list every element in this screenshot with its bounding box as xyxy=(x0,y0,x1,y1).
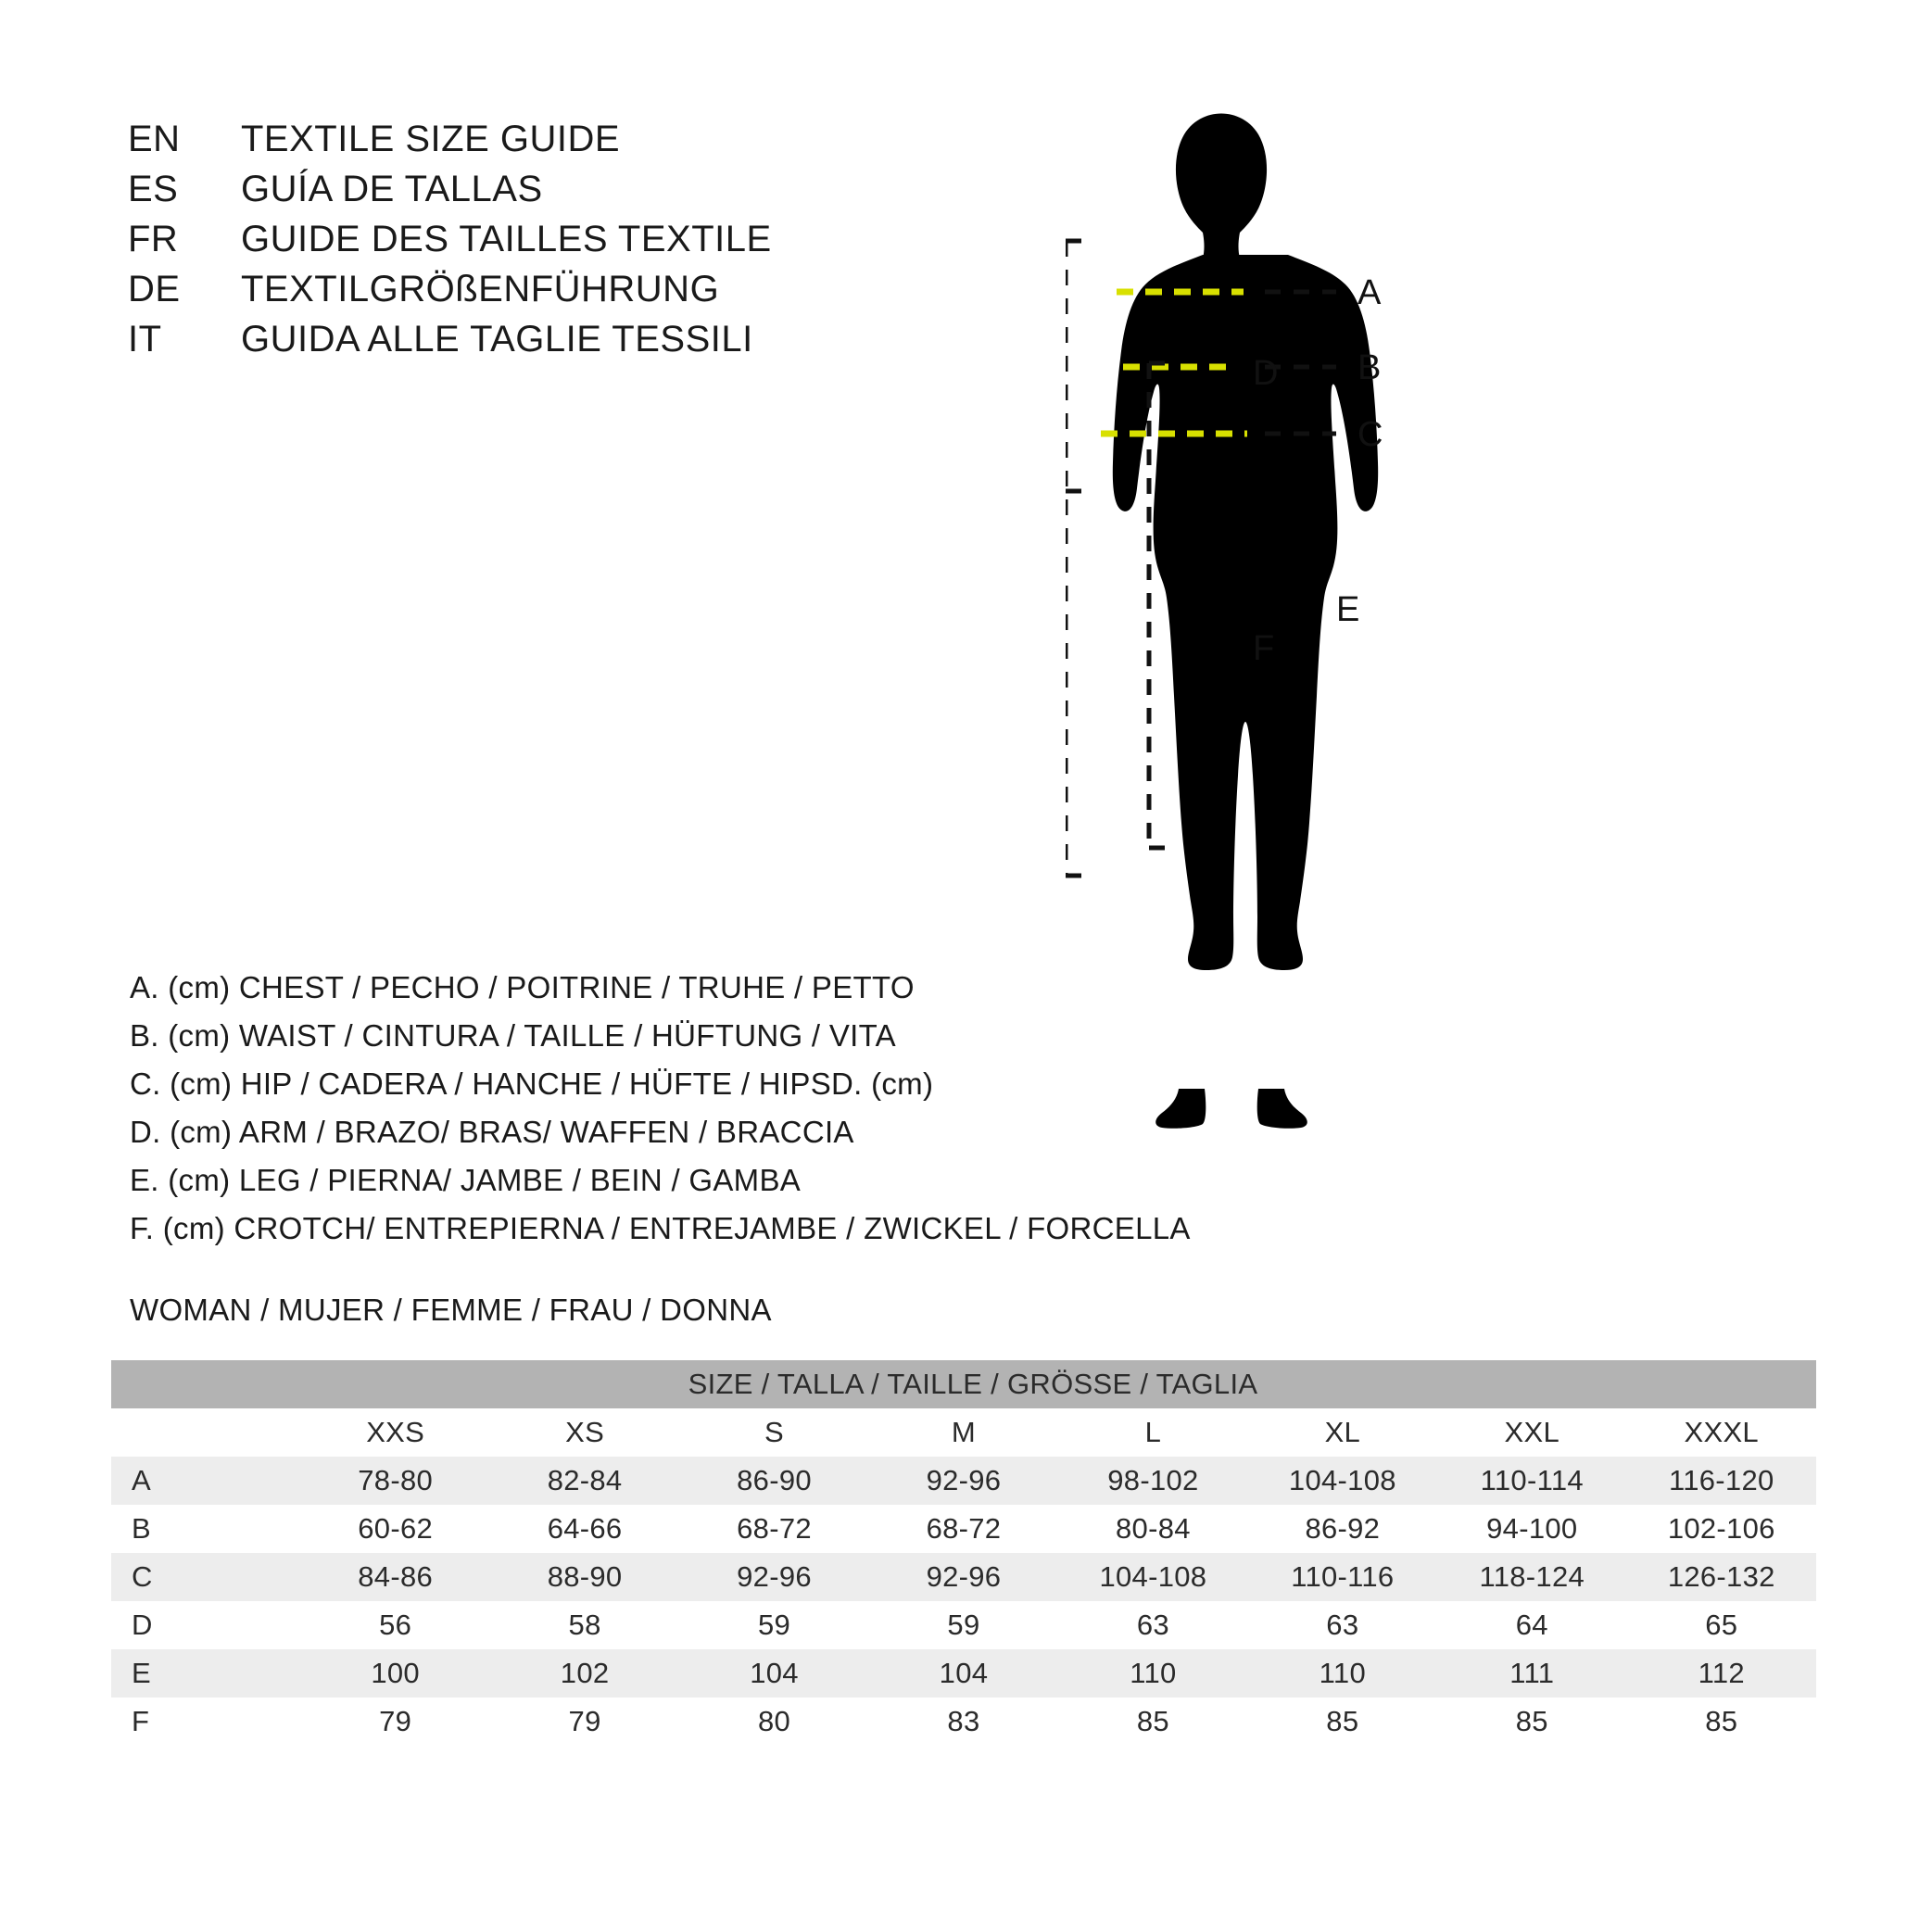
cell: 104 xyxy=(679,1649,868,1698)
size-table-wrap xyxy=(111,1360,1816,1746)
cell: 111 xyxy=(1437,1649,1626,1698)
cell: 82-84 xyxy=(490,1457,679,1505)
cell: 92-96 xyxy=(679,1553,868,1601)
arm-bracket xyxy=(1066,241,1084,491)
cell: 79 xyxy=(300,1698,489,1746)
title-lang-de: DE xyxy=(128,269,181,309)
cell: 86-90 xyxy=(679,1457,868,1505)
cell: 104-108 xyxy=(1248,1457,1437,1505)
title-text-es: GUÍA DE TALLAS xyxy=(241,169,543,209)
cell: 80-84 xyxy=(1058,1505,1247,1553)
legend-block xyxy=(130,964,1223,1253)
cell: 63 xyxy=(1058,1601,1247,1649)
table-row xyxy=(111,1601,1816,1649)
cell: 84-86 xyxy=(300,1553,489,1601)
cell: 86-92 xyxy=(1248,1505,1437,1553)
title-text-fr: GUIDE DES TAILLES TEXTILE xyxy=(241,219,772,259)
table-row xyxy=(111,1649,1816,1698)
title-row xyxy=(128,319,962,369)
cell: 100 xyxy=(300,1649,489,1698)
title-row xyxy=(128,219,962,269)
marker-label-e: E xyxy=(1336,590,1360,629)
cell: 112 xyxy=(1627,1649,1817,1698)
cell: 88-90 xyxy=(490,1553,679,1601)
cell: 68-72 xyxy=(869,1505,1058,1553)
cell: 56 xyxy=(300,1601,489,1649)
row-label-f: F xyxy=(111,1698,300,1746)
title-row xyxy=(128,169,962,219)
cell: 116-120 xyxy=(1627,1457,1817,1505)
title-block xyxy=(128,119,962,369)
cell: 59 xyxy=(869,1601,1058,1649)
cell: 92-96 xyxy=(869,1553,1058,1601)
title-lang-it: IT xyxy=(128,319,162,360)
title-text-en: TEXTILE SIZE GUIDE xyxy=(241,119,621,159)
table-row xyxy=(111,1457,1816,1505)
marker-label-d: D xyxy=(1253,354,1279,393)
cell: 85 xyxy=(1627,1698,1817,1746)
cell: 118-124 xyxy=(1437,1553,1626,1601)
table-header-row xyxy=(111,1360,1816,1408)
cell: 79 xyxy=(490,1698,679,1746)
title-row xyxy=(128,119,962,169)
title-lang-fr: FR xyxy=(128,219,179,259)
title-text-de: TEXTILGRÖßENFÜHRUNG xyxy=(241,269,720,309)
cell: 110-116 xyxy=(1248,1553,1437,1601)
legend-item-e: E. (cm) LEG / PIERNA/ JAMBE / BEIN / GAMBA xyxy=(130,1163,802,1197)
cell: 58 xyxy=(490,1601,679,1649)
size-col-s: S xyxy=(679,1408,868,1457)
title-lang-es: ES xyxy=(128,169,179,209)
legend-item-d: D. (cm) ARM / BRAZO/ BRAS/ WAFFEN / BRACCIA xyxy=(130,1115,854,1149)
cell: 63 xyxy=(1248,1601,1437,1649)
cell: 64-66 xyxy=(490,1505,679,1553)
cell: 68-72 xyxy=(679,1505,868,1553)
cell: 78-80 xyxy=(300,1457,489,1505)
marker-label-a: A xyxy=(1357,273,1382,312)
cell: 110 xyxy=(1058,1649,1247,1698)
title-row xyxy=(128,269,962,319)
row-label-d: D xyxy=(111,1601,300,1649)
size-table xyxy=(111,1360,1816,1746)
gender-heading: WOMAN / MUJER / FEMME / FRAU / DONNA xyxy=(130,1293,772,1327)
cell: 85 xyxy=(1058,1698,1247,1746)
row-label-a: A xyxy=(111,1457,300,1505)
cell: 80 xyxy=(679,1698,868,1746)
marker-label-c: C xyxy=(1357,415,1383,454)
cell: 85 xyxy=(1248,1698,1437,1746)
cell: 64 xyxy=(1437,1601,1626,1649)
row-label-e: E xyxy=(111,1649,300,1698)
row-label-c: C xyxy=(111,1553,300,1601)
cell: 92-96 xyxy=(869,1457,1058,1505)
size-col-xxxl: XXXL xyxy=(1627,1408,1817,1457)
table-row xyxy=(111,1698,1816,1746)
legend-item-f: F. (cm) CROTCH/ ENTREPIERNA / ENTREJAMBE / ZWICKEL / FORCELLA xyxy=(130,1211,1191,1245)
cell: 60-62 xyxy=(300,1505,489,1553)
title-lang-en: EN xyxy=(128,119,181,159)
cell: 59 xyxy=(679,1601,868,1649)
cell: 110-114 xyxy=(1437,1457,1626,1505)
crotch-bracket xyxy=(1066,241,1084,876)
marker-label-f: F xyxy=(1253,629,1275,668)
table-row xyxy=(111,1505,1816,1553)
size-col-l: L xyxy=(1058,1408,1247,1457)
cell: 65 xyxy=(1627,1601,1817,1649)
cell: 104-108 xyxy=(1058,1553,1247,1601)
size-col-xl: XL xyxy=(1248,1408,1437,1457)
size-col-xs: XS xyxy=(490,1408,679,1457)
size-col-xxs: XXS xyxy=(300,1408,489,1457)
table-row xyxy=(111,1553,1816,1601)
legend-item-a: A. (cm) CHEST / PECHO / POITRINE / TRUHE / PETTO xyxy=(130,970,915,1004)
size-col-m: M xyxy=(869,1408,1058,1457)
legend-item-c: C. (cm) HIP / CADERA / HANCHE / HÜFTE / HIPSD. (cm) xyxy=(130,1066,934,1101)
table-sizes-row xyxy=(111,1408,1816,1457)
title-text-it: GUIDA ALLE TAGLIE TESSILI xyxy=(241,319,753,360)
cell: 94-100 xyxy=(1437,1505,1626,1553)
cell: 98-102 xyxy=(1058,1457,1247,1505)
table-header-label: SIZE / TALLA / TAILLE / GRÖSSE / TAGLIA xyxy=(111,1360,1816,1408)
cell: 110 xyxy=(1248,1649,1437,1698)
cell: 83 xyxy=(869,1698,1058,1746)
size-col-xxl: XXL xyxy=(1437,1408,1626,1457)
cell: 85 xyxy=(1437,1698,1626,1746)
cell: 102 xyxy=(490,1649,679,1698)
legend-item-b: B. (cm) WAIST / CINTURA / TAILLE / HÜFTUNG / VITA xyxy=(130,1018,896,1053)
sizes-row-corner xyxy=(111,1408,300,1457)
row-label-b: B xyxy=(111,1505,300,1553)
cell: 102-106 xyxy=(1627,1505,1817,1553)
marker-label-b: B xyxy=(1357,348,1382,387)
cell: 104 xyxy=(869,1649,1058,1698)
cell: 126-132 xyxy=(1627,1553,1817,1601)
